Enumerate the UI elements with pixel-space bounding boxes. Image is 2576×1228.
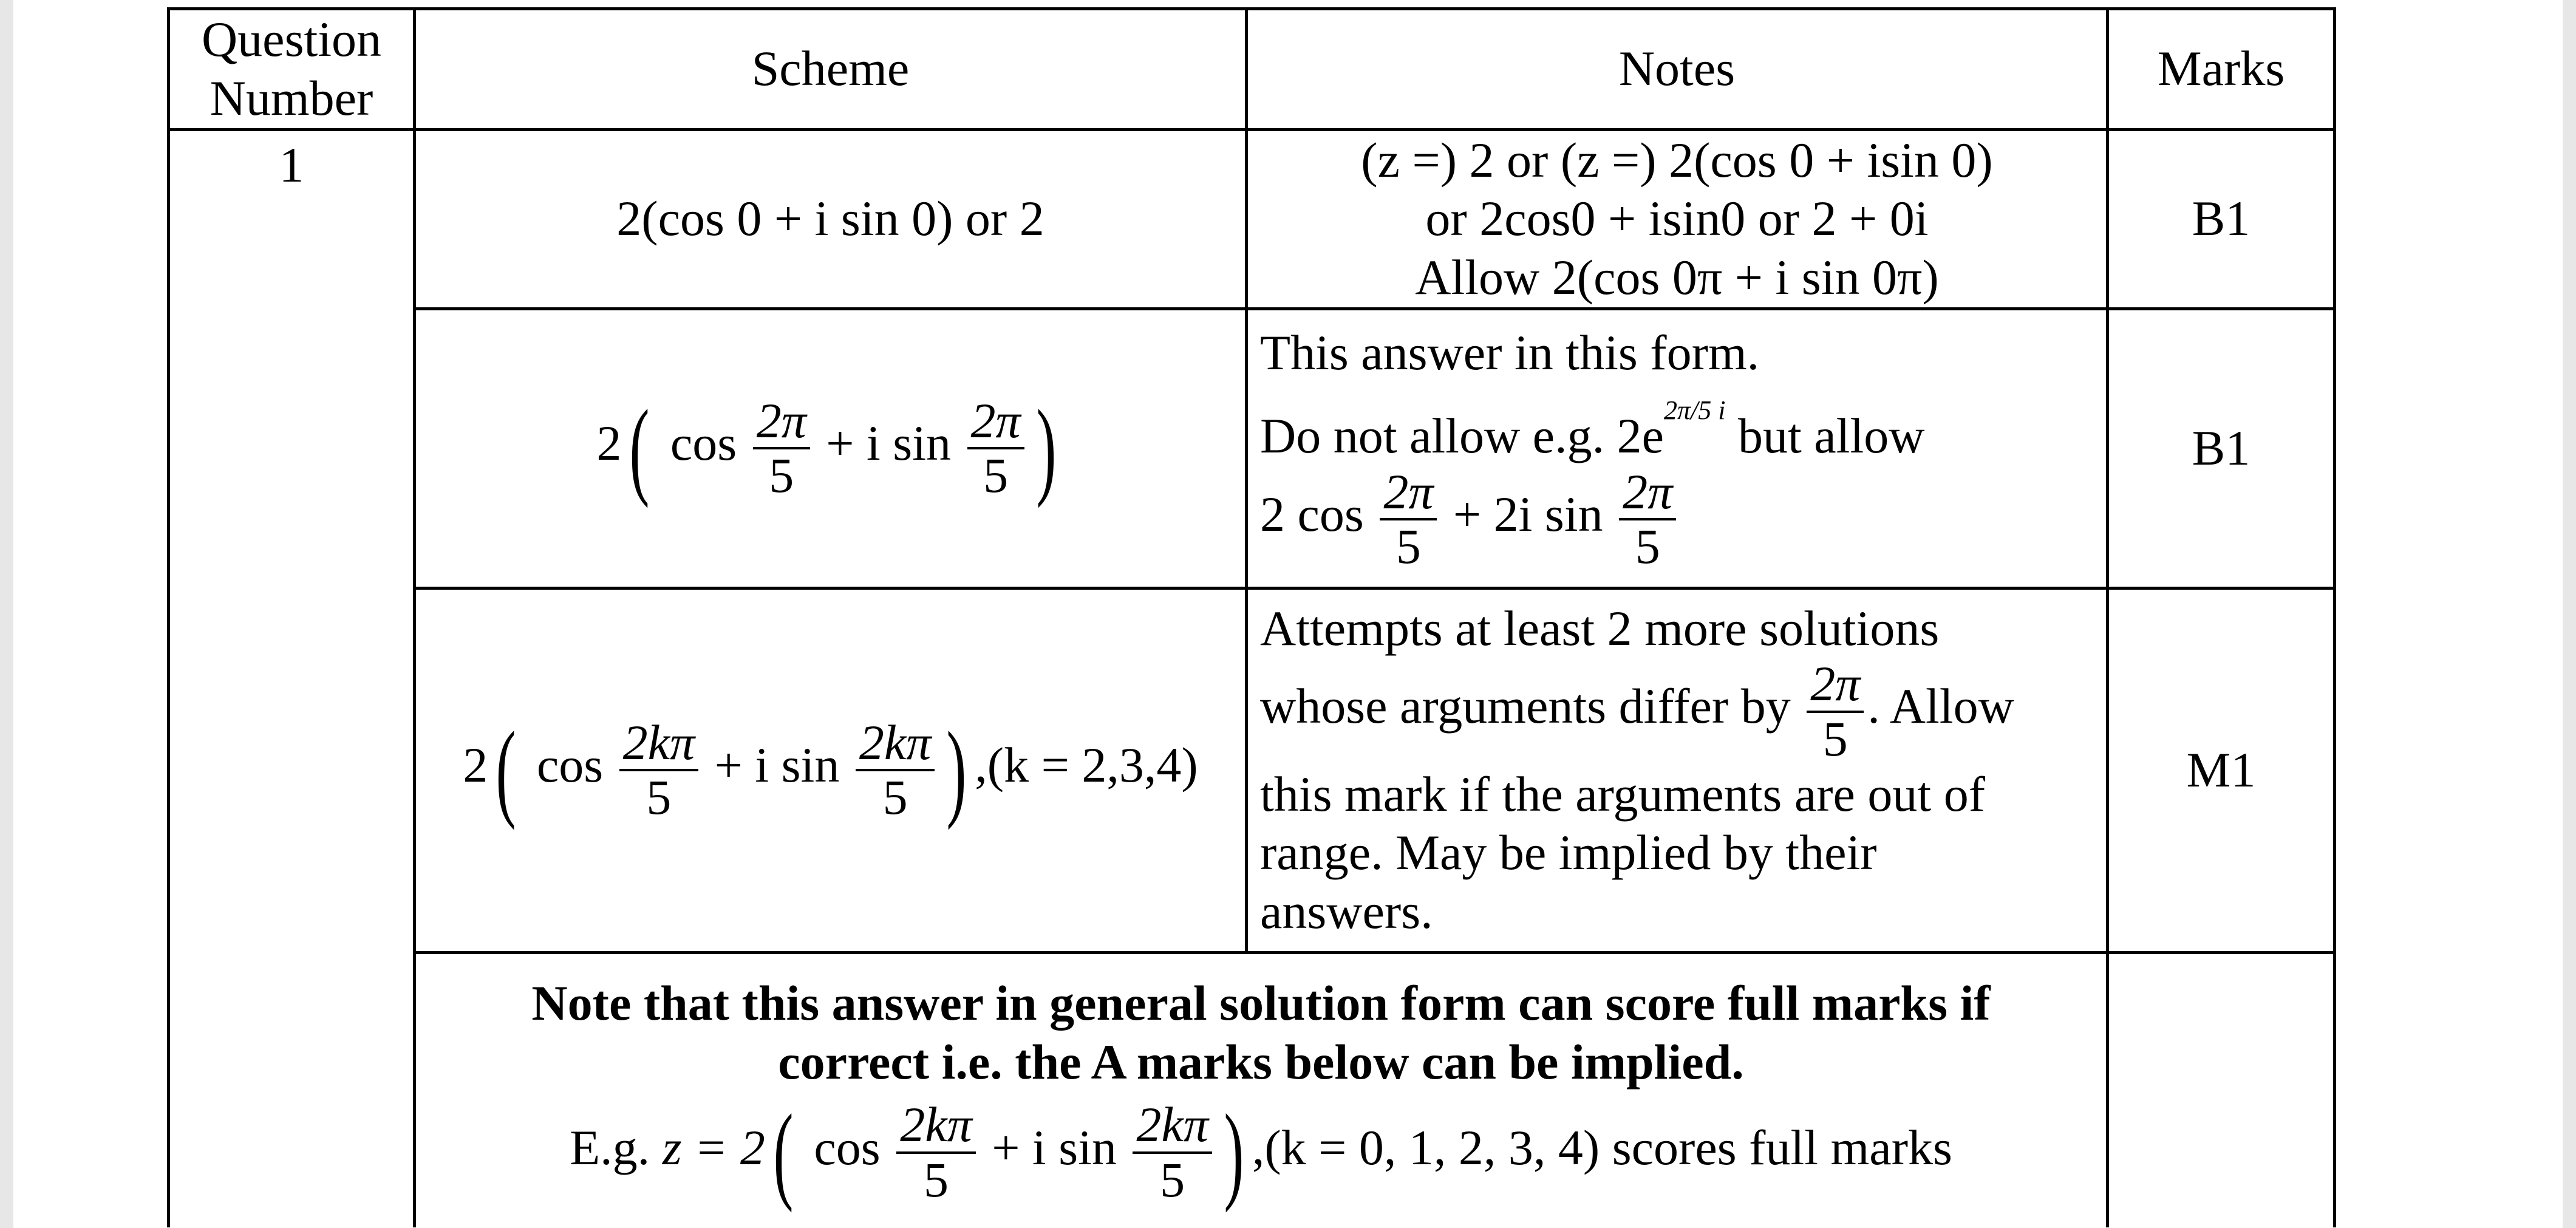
notes-line: answers. [1260,884,1433,940]
notes-line: This answer in this form. [1260,325,1760,381]
notes-line: (z =) 2 or (z =) 2(cos 0 + isin 0) [1361,132,1993,188]
notes-text: 2 cos [1260,486,1364,542]
header-scheme: Scheme [415,9,1247,130]
eg-z: z = 2 [662,1119,765,1175]
table-row [169,588,2335,952]
scheme-fraction [967,395,1024,502]
notes-line [1260,395,2094,466]
notes-text: whose arguments differ by [1260,678,1791,734]
open-paren-symbol: ( [629,387,650,509]
fraction-numerator: 2kπ [896,1099,975,1153]
scheme-fraction [753,395,810,502]
open-paren-symbol: ( [496,709,516,831]
notes-line: range. May be implied by their [1260,825,1877,881]
eg-cos: cos [814,1119,881,1175]
exp-superscript: 2π/5 i [1663,395,1726,426]
fraction-denominator: 5 [882,769,908,825]
fraction-denominator: 5 [923,1151,949,1207]
table-row [169,129,2335,309]
fraction-numerator: 2kπ [619,717,698,771]
fraction-numerator: 2π [967,395,1024,449]
header-notes: Notes [1247,9,2108,130]
marks-cell: M1 [2108,588,2335,952]
scheme-suffix: ,(k = 2,3,4) [975,737,1198,793]
notes-text: but allow [1737,408,1925,464]
notes-text: . Allow [1867,678,2014,734]
notes-text: + 2i sin [1453,486,1603,542]
table-row [169,309,2335,588]
marks-cell-empty [2108,952,2335,1227]
scheme-cell [415,309,1247,588]
notes-cell [1247,129,2108,309]
eg-tail: scores full marks [1612,1119,1952,1175]
close-paren-symbol: ) [1036,387,1057,509]
scheme-cell [415,129,1247,309]
fraction-numerator: 2kπ [1133,1099,1211,1153]
header-marks: Marks [2108,9,2335,130]
notes-fraction [1380,463,1437,574]
fraction-denominator: 5 [983,448,1009,503]
scheme-fraction [856,717,935,824]
general-note-bold-line: Note that this answer in general solution form can score full marks if [531,975,1991,1031]
fraction-denominator: 5 [1395,519,1421,574]
exp-base: 2e [1617,408,1664,464]
table-row [169,952,2335,1227]
header-row [169,9,2335,130]
fraction-denominator: 5 [769,448,794,503]
notes-line [1260,463,2094,574]
close-paren-symbol: ) [1224,1091,1244,1213]
close-paren-symbol: ) [946,709,967,831]
question-number: 1 [169,129,415,1227]
fraction-numerator: 2π [753,395,810,449]
scheme-cell [415,588,1247,952]
fraction-numerator: 2kπ [856,717,935,771]
scheme-fraction [619,717,698,824]
notes-exponential [1617,395,1726,464]
notes-cell [1247,588,2108,952]
general-note-bold-line: correct i.e. the A marks below can be implied. [778,1034,1744,1090]
notes-line: or 2cos0 + isin0 or 2 + 0i [1425,191,1929,247]
scheme-cos: cos [670,415,737,471]
fraction-denominator: 5 [1160,1151,1185,1207]
fraction-numerator: 2π [1807,658,1864,712]
page-edge-right [2563,0,2576,1228]
fraction-denominator: 5 [1635,519,1660,574]
marks-cell: B1 [2108,129,2335,309]
general-note-cell [415,952,2108,1227]
scheme-plus-isin: + i sin [714,737,840,793]
page-edge-left [0,0,13,1228]
eg-suffix: ,(k = 0, 1, 2, 3, 4) [1252,1119,1600,1175]
fraction-numerator: 2π [1380,466,1437,520]
fraction-denominator: 5 [1822,711,1848,766]
header-question-number: Question Number [169,9,415,130]
scheme-coefficient: 2 [463,737,488,793]
fraction-numerator: 2π [1619,466,1676,520]
eg-fraction [896,1099,975,1206]
eg-plus-isin: + i sin [992,1119,1117,1175]
mark-scheme-table [167,7,2336,1227]
scheme-plus-isin: + i sin [826,415,952,471]
notes-text: Do not allow e.g. [1260,408,1605,464]
example-expression [428,1091,2094,1213]
scheme-coefficient: 2 [596,415,622,471]
notes-line: this mark if the arguments are out of [1260,766,1986,822]
fraction-denominator: 5 [646,769,672,825]
marks-cell: B1 [2108,309,2335,588]
scheme-text: 2(cos 0 + i sin 0) or 2 [616,191,1044,247]
notes-line: Attempts at least 2 more solutions [1260,600,1940,656]
open-paren-symbol: ( [773,1091,794,1213]
notes-cell [1247,309,2108,588]
notes-fraction [1807,658,1864,765]
eg-prefix: E.g. [570,1119,650,1175]
scheme-cos: cos [536,737,604,793]
notes-line [1260,658,2094,765]
eg-fraction [1133,1099,1211,1206]
notes-fraction [1619,463,1676,574]
notes-line: Allow 2(cos 0π + i sin 0π) [1415,250,1939,305]
